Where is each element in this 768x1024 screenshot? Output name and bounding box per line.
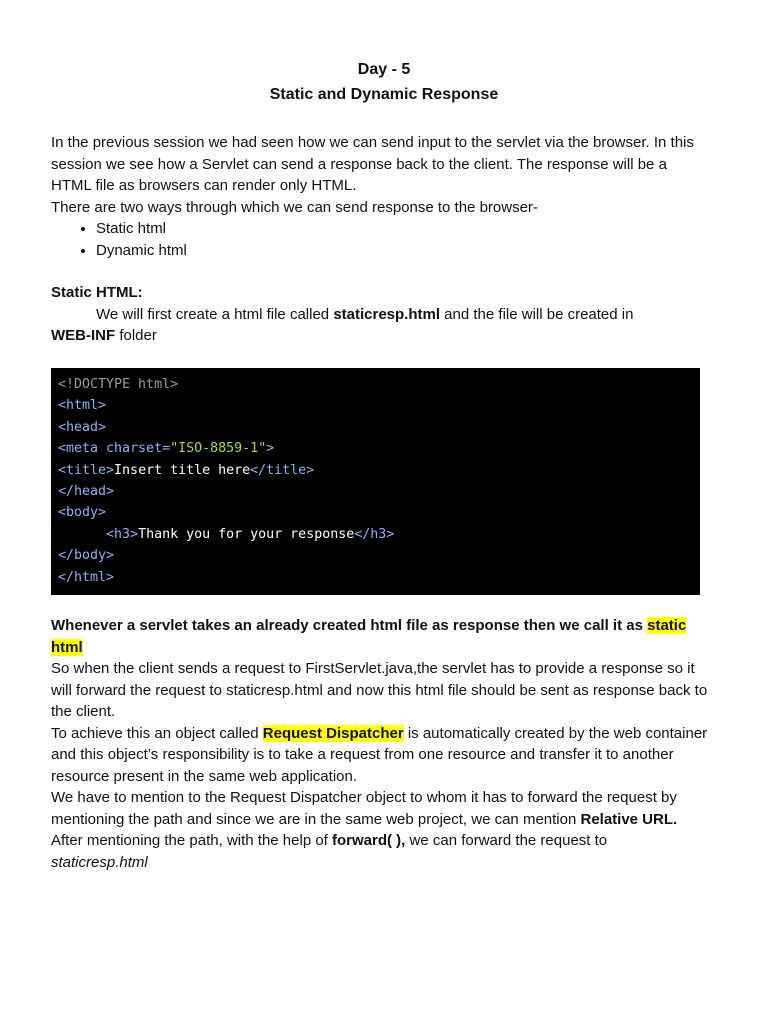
intro-paragraph: In the previous session we had seen how we can send input to the servlet via the browser. In this session we see how a Servlet can send a response back to the client. The response will be a HTML file as browsers can render only HTML. xyxy=(51,134,694,194)
list-item: • Dynamic html xyxy=(96,240,711,262)
summary-paragraph-3: We have to mention to the Request Dispatcher object to whom it has to forward the request by mentioning the path and since we are in the same web project, we can mention Relative URL. xyxy=(51,789,678,828)
highlight-request-dispatcher: Request Dispatcher xyxy=(262,724,404,742)
folder-name: WEB-INF xyxy=(51,327,116,344)
intro-section xyxy=(51,132,711,261)
code-doctype: <!DOCTYPE html> xyxy=(58,377,179,392)
static-html-section xyxy=(51,282,711,347)
summary-section xyxy=(51,615,711,873)
highlight-static-html: static html xyxy=(51,617,687,656)
intro-ways-line: There are two ways through which we can send response to the browser- xyxy=(51,198,538,216)
static-description-cont: WEB-INF folder xyxy=(51,327,157,344)
summary-paragraph-2: To achieve this an object called Request Dispatcher is automatically created by the web container and this object’s responsibility is to take a request from one resource and transfer it to another resource present in the same web application. xyxy=(51,724,708,785)
section-heading: Static HTML: xyxy=(51,284,143,301)
summary-paragraph-4: After mentioning the path, with the help of forward( ), we can forward the request to staticresp.html xyxy=(51,832,608,871)
file-name-italic: staticresp.html xyxy=(51,853,148,871)
summary-bold-line: Whenever a servlet takes an already created html file as response then we call it as static html xyxy=(51,617,687,656)
code-block: <!DOCTYPE html> <html> <head> <meta charset="ISO-8859-1"> <title>Insert title here</title> </head> <body> <h3>Thank you for your response</h3> </body> </html> xyxy=(51,368,700,595)
summary-paragraph-1: So when the client sends a request to FirstServlet.java,the servlet has to provide a response so it will forward the request to staticresp.html and now this html file should be sent as response back to the client. xyxy=(51,660,708,720)
bullet-list xyxy=(51,218,711,261)
file-name: staticresp.html xyxy=(333,305,441,323)
list-item: • Static html xyxy=(96,218,711,240)
page-subtitle: Static and Dynamic Response xyxy=(269,86,499,103)
page-title: Day - 5 xyxy=(357,61,411,78)
static-description: We will first create a html file called staticresp.html and the file will be created in xyxy=(96,305,634,323)
